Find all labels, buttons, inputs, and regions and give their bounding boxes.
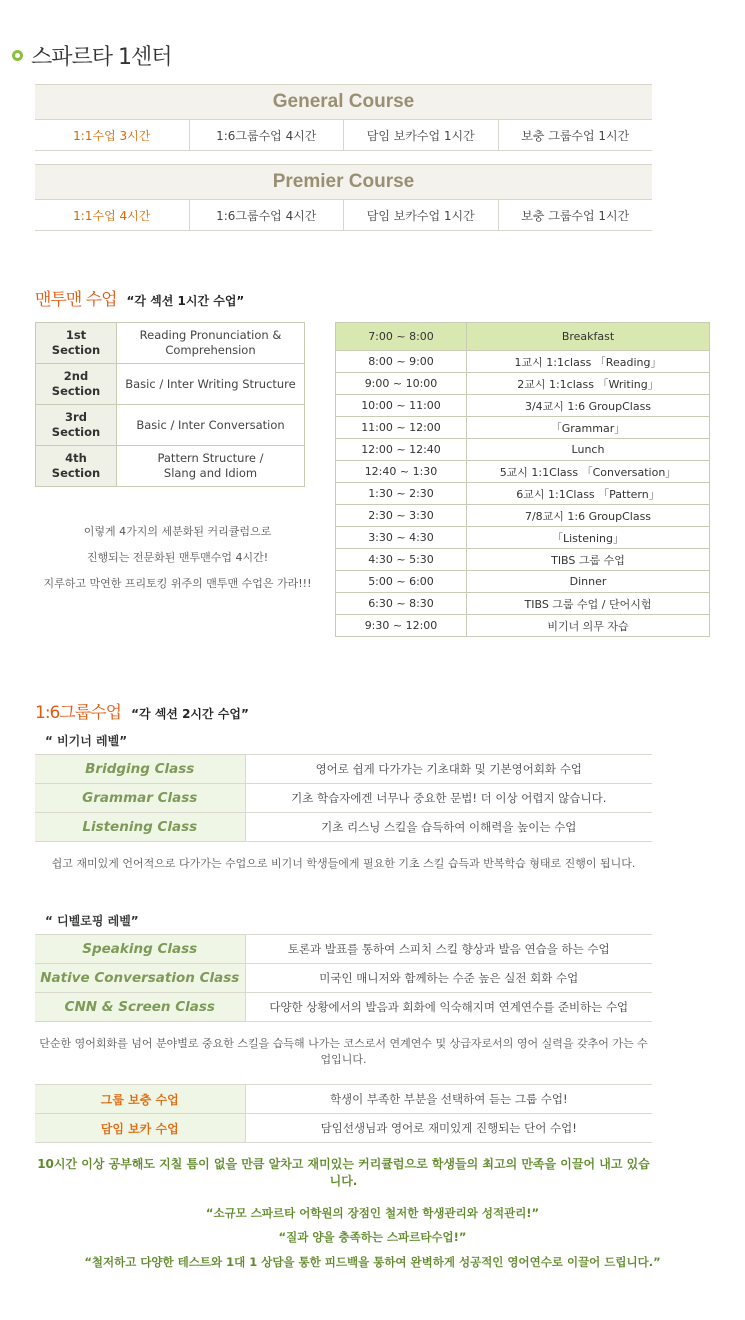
developing-label: “ 디벨로핑 레벨” <box>45 914 139 928</box>
quote-line: “철저하고 다양한 테스트와 1대 1 상담을 통한 피드백을 통하여 완벽하게 성공적인 영어연수로 이끌어 드립니다.” <box>84 1255 661 1269</box>
class-name: CNN & Screen Class <box>35 993 245 1022</box>
mantoman-paragraph <box>35 519 320 597</box>
table-row <box>35 755 652 784</box>
schedule-activity: TIBS 그룹 수업 <box>467 549 710 571</box>
schedule-activity: 1교시 1:1class 「Reading」 <box>467 351 710 373</box>
class-desc: 미국인 매니저와 함께하는 수준 높은 실전 회화 수업 <box>245 964 652 993</box>
class-desc: 토론과 발표를 통하여 스피치 스킬 향상과 발음 연습을 하는 수업 <box>245 935 652 964</box>
schedule-row <box>336 527 710 549</box>
class-name: 그룹 보충 수업 <box>35 1085 245 1114</box>
schedule-row <box>336 549 710 571</box>
schedule-time: 11:00 ~ 12:00 <box>336 417 467 439</box>
schedule-activity: 5교시 1:1Class 「Conversation」 <box>467 461 710 483</box>
general-course-row <box>35 120 652 151</box>
schedule-activity: 비기너 의무 자습 <box>467 615 710 637</box>
schedule-time: 6:30 ~ 8:30 <box>336 593 467 615</box>
class-desc: 다양한 상황에서의 발음과 회화에 익숙해지며 연계연수를 준비하는 수업 <box>245 993 652 1022</box>
schedule-time: 3:30 ~ 4:30 <box>336 527 467 549</box>
schedule-activity: 6교시 1:1Class 「Pattern」 <box>467 483 710 505</box>
course-cell: 1:6그룹수업 4시간 <box>190 200 345 230</box>
table-row <box>36 364 305 405</box>
section-name: 1st Section <box>36 323 117 364</box>
course-cell: 1:1수업 4시간 <box>35 200 190 230</box>
premier-course-row <box>35 200 652 231</box>
class-desc: 학생이 부족한 부분을 선택하여 듣는 그룹 수업! <box>245 1085 652 1114</box>
quote-line: “소규모 스파르타 어학원의 장점인 철저한 학생관리와 성적관리!” <box>205 1206 540 1220</box>
paragraph-line: 진행되는 전문화된 맨투맨수업 4시간! <box>86 551 269 564</box>
premier-course-title: Premier Course <box>272 171 415 192</box>
developing-table <box>35 934 652 1022</box>
extra-note: 10시간 이상 공부해도 지칠 틈이 없을 만큼 알차고 재미있는 커리큘럼으로 학생들의 최고의 만족을 이끌어 내고 있습니다. <box>37 1157 650 1188</box>
section-name: 2nd Section <box>36 364 117 405</box>
general-course-box <box>35 84 652 151</box>
section-desc: Pattern Structure / Slang and Idiom <box>117 446 305 487</box>
mantoman-heading <box>35 285 244 310</box>
paragraph-line: 이렇게 4가지의 세분화된 커리큘럼으로 <box>83 525 272 538</box>
mantoman-title: 맨투맨 수업 <box>35 290 117 310</box>
group-heading <box>35 698 249 723</box>
class-name: Listening Class <box>35 813 245 842</box>
course-cell: 보충 그룹수업 1시간 <box>521 128 630 143</box>
group-title: 1:6그룹수업 <box>35 703 122 723</box>
beginner-note: 쉽고 재미있게 언어적으로 다가가는 수업으로 비기너 학생들에게 필요한 기초 스킬 습득과 반복학습 형태로 진행이 됩니다. <box>51 857 636 870</box>
schedule-activity: TIBS 그룹 수업 / 단어시험 <box>467 593 710 615</box>
premier-course-box <box>35 164 652 231</box>
schedule-row <box>336 593 710 615</box>
class-desc: 영어로 쉽게 다가가는 기초대화 및 기본영어회화 수업 <box>245 755 652 784</box>
table-row <box>35 935 652 964</box>
section-desc: Reading Pronunciation & Comprehension <box>117 323 305 364</box>
group-subtitle: “각 섹션 2시간 수업” <box>131 707 249 721</box>
schedule-row <box>336 395 710 417</box>
course-cell: 1:6그룹수업 4시간 <box>190 120 345 150</box>
schedule-time: 7:00 ~ 8:00 <box>336 323 467 351</box>
premier-course-header <box>35 164 652 200</box>
schedule-time: 9:30 ~ 12:00 <box>336 615 467 637</box>
table-row <box>36 323 305 364</box>
general-course-header <box>35 84 652 120</box>
schedule-activity: 「Listening」 <box>467 527 710 549</box>
schedule-time: 2:30 ~ 3:30 <box>336 505 467 527</box>
class-name: Bridging Class <box>35 755 245 784</box>
schedule-time: 10:00 ~ 11:00 <box>336 395 467 417</box>
schedule-activity: Breakfast <box>467 323 710 351</box>
circle-bullet-icon <box>12 50 23 61</box>
schedule-row <box>336 351 710 373</box>
table-row <box>35 784 652 813</box>
beginner-label: “ 비기너 레벨” <box>45 734 128 748</box>
course-cell: 보충 그룹수업 1시간 <box>521 208 630 223</box>
schedule-row <box>336 571 710 593</box>
quote-line: “질과 양을 충족하는 스파르타수업!” <box>278 1230 467 1244</box>
sections-table <box>35 322 305 487</box>
schedule-row <box>336 373 710 395</box>
table-row <box>35 993 652 1022</box>
schedule-time: 8:00 ~ 9:00 <box>336 351 467 373</box>
class-name: 담임 보카 수업 <box>35 1114 245 1143</box>
schedule-row <box>336 483 710 505</box>
schedule-row <box>336 417 710 439</box>
class-desc: 기초 학습자에겐 너무나 중요한 문법! 더 이상 어렵지 않습니다. <box>245 784 652 813</box>
schedule-time: 4:30 ~ 5:30 <box>336 549 467 571</box>
table-row <box>35 1114 652 1143</box>
class-desc: 기초 리스닝 스킬을 습득하여 이해력을 높이는 수업 <box>245 813 652 842</box>
schedule-row <box>336 505 710 527</box>
schedule-time: 1:30 ~ 2:30 <box>336 483 467 505</box>
extra-table <box>35 1084 652 1143</box>
course-cell: 담임 보카수업 1시간 <box>344 200 499 230</box>
class-name: Grammar Class <box>35 784 245 813</box>
class-name: Speaking Class <box>35 935 245 964</box>
schedule-table <box>335 322 710 637</box>
schedule-activity: 7/8교시 1:6 GroupClass <box>467 505 710 527</box>
section-desc: Basic / Inter Conversation <box>117 405 305 446</box>
course-cell: 1:1수업 3시간 <box>35 120 190 150</box>
page-title-text: 스파르타 1센터 <box>31 44 172 70</box>
schedule-activity: Lunch <box>467 439 710 461</box>
table-row <box>35 813 652 842</box>
schedule-activity: Dinner <box>467 571 710 593</box>
schedule-activity: 2교시 1:1class 「Writing」 <box>467 373 710 395</box>
section-name: 3rd Section <box>36 405 117 446</box>
class-desc: 담임선생님과 영어로 재미있게 진행되는 단어 수업! <box>245 1114 652 1143</box>
schedule-row <box>336 461 710 483</box>
table-row <box>35 964 652 993</box>
schedule-activity: 「Grammar」 <box>467 417 710 439</box>
beginner-table <box>35 754 652 842</box>
schedule-time: 12:00 ~ 12:40 <box>336 439 467 461</box>
section-name: 4th Section <box>36 446 117 487</box>
schedule-row <box>336 323 710 351</box>
schedule-row <box>336 439 710 461</box>
table-row <box>36 446 305 487</box>
schedule-time: 9:00 ~ 10:00 <box>336 373 467 395</box>
paragraph-line: 지루하고 막연한 프리토킹 위주의 맨투맨 수업은 가라!!! <box>43 577 312 590</box>
general-course-title: General Course <box>272 91 415 112</box>
developing-note: 단순한 영어회화를 넘어 분야별로 중요한 스킬을 습득해 나가는 코스로서 연계연수 및 상급자로서의 영어 실력을 갖추어 가는 수업입니다. <box>39 1037 648 1066</box>
schedule-row <box>336 615 710 637</box>
class-name: Native Conversation Class <box>35 964 245 993</box>
schedule-time: 12:40 ~ 1:30 <box>336 461 467 483</box>
page-title <box>12 40 172 70</box>
schedule-activity: 3/4교시 1:6 GroupClass <box>467 395 710 417</box>
table-row <box>36 405 305 446</box>
table-row <box>35 1085 652 1114</box>
course-cell: 담임 보카수업 1시간 <box>344 120 499 150</box>
schedule-time: 5:00 ~ 6:00 <box>336 571 467 593</box>
mantoman-subtitle: “각 섹션 1시간 수업” <box>126 294 245 308</box>
section-desc: Basic / Inter Writing Structure <box>117 364 305 405</box>
